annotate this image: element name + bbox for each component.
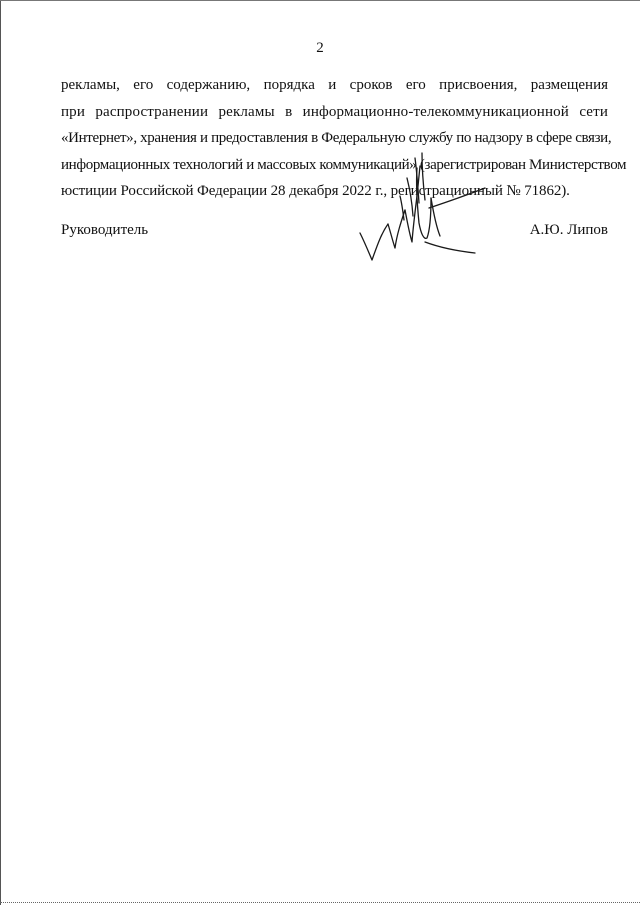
page-bottom-border	[0, 901, 640, 903]
page-left-border	[0, 0, 1, 905]
signer-name: А.Ю. Липов	[529, 222, 608, 238]
paragraph-line: «Интернет», хранения и предоставления в Федеральную службу по надзору в сфере связи,	[61, 130, 612, 146]
paragraph-line: при распространении рекламы в информационно-телекоммуникационной сети	[61, 103, 608, 120]
paragraph-line: информационных технологий и массовых коммуникаций» (зарегистрирован Министерством	[61, 156, 627, 173]
page-top-border	[0, 0, 640, 1]
position-title: Руководитель	[61, 222, 149, 238]
document-paragraph	[61, 72, 627, 205]
paragraph-line: юстиции Российской Федерации 28 декабря 2022 г., регистрационный № 71862).	[61, 183, 570, 199]
paragraph-line: рекламы, его содержанию, порядка и сроков его присвоения, размещения	[61, 77, 608, 93]
page-number: 2	[316, 40, 324, 56]
handwritten-signature	[355, 138, 490, 263]
